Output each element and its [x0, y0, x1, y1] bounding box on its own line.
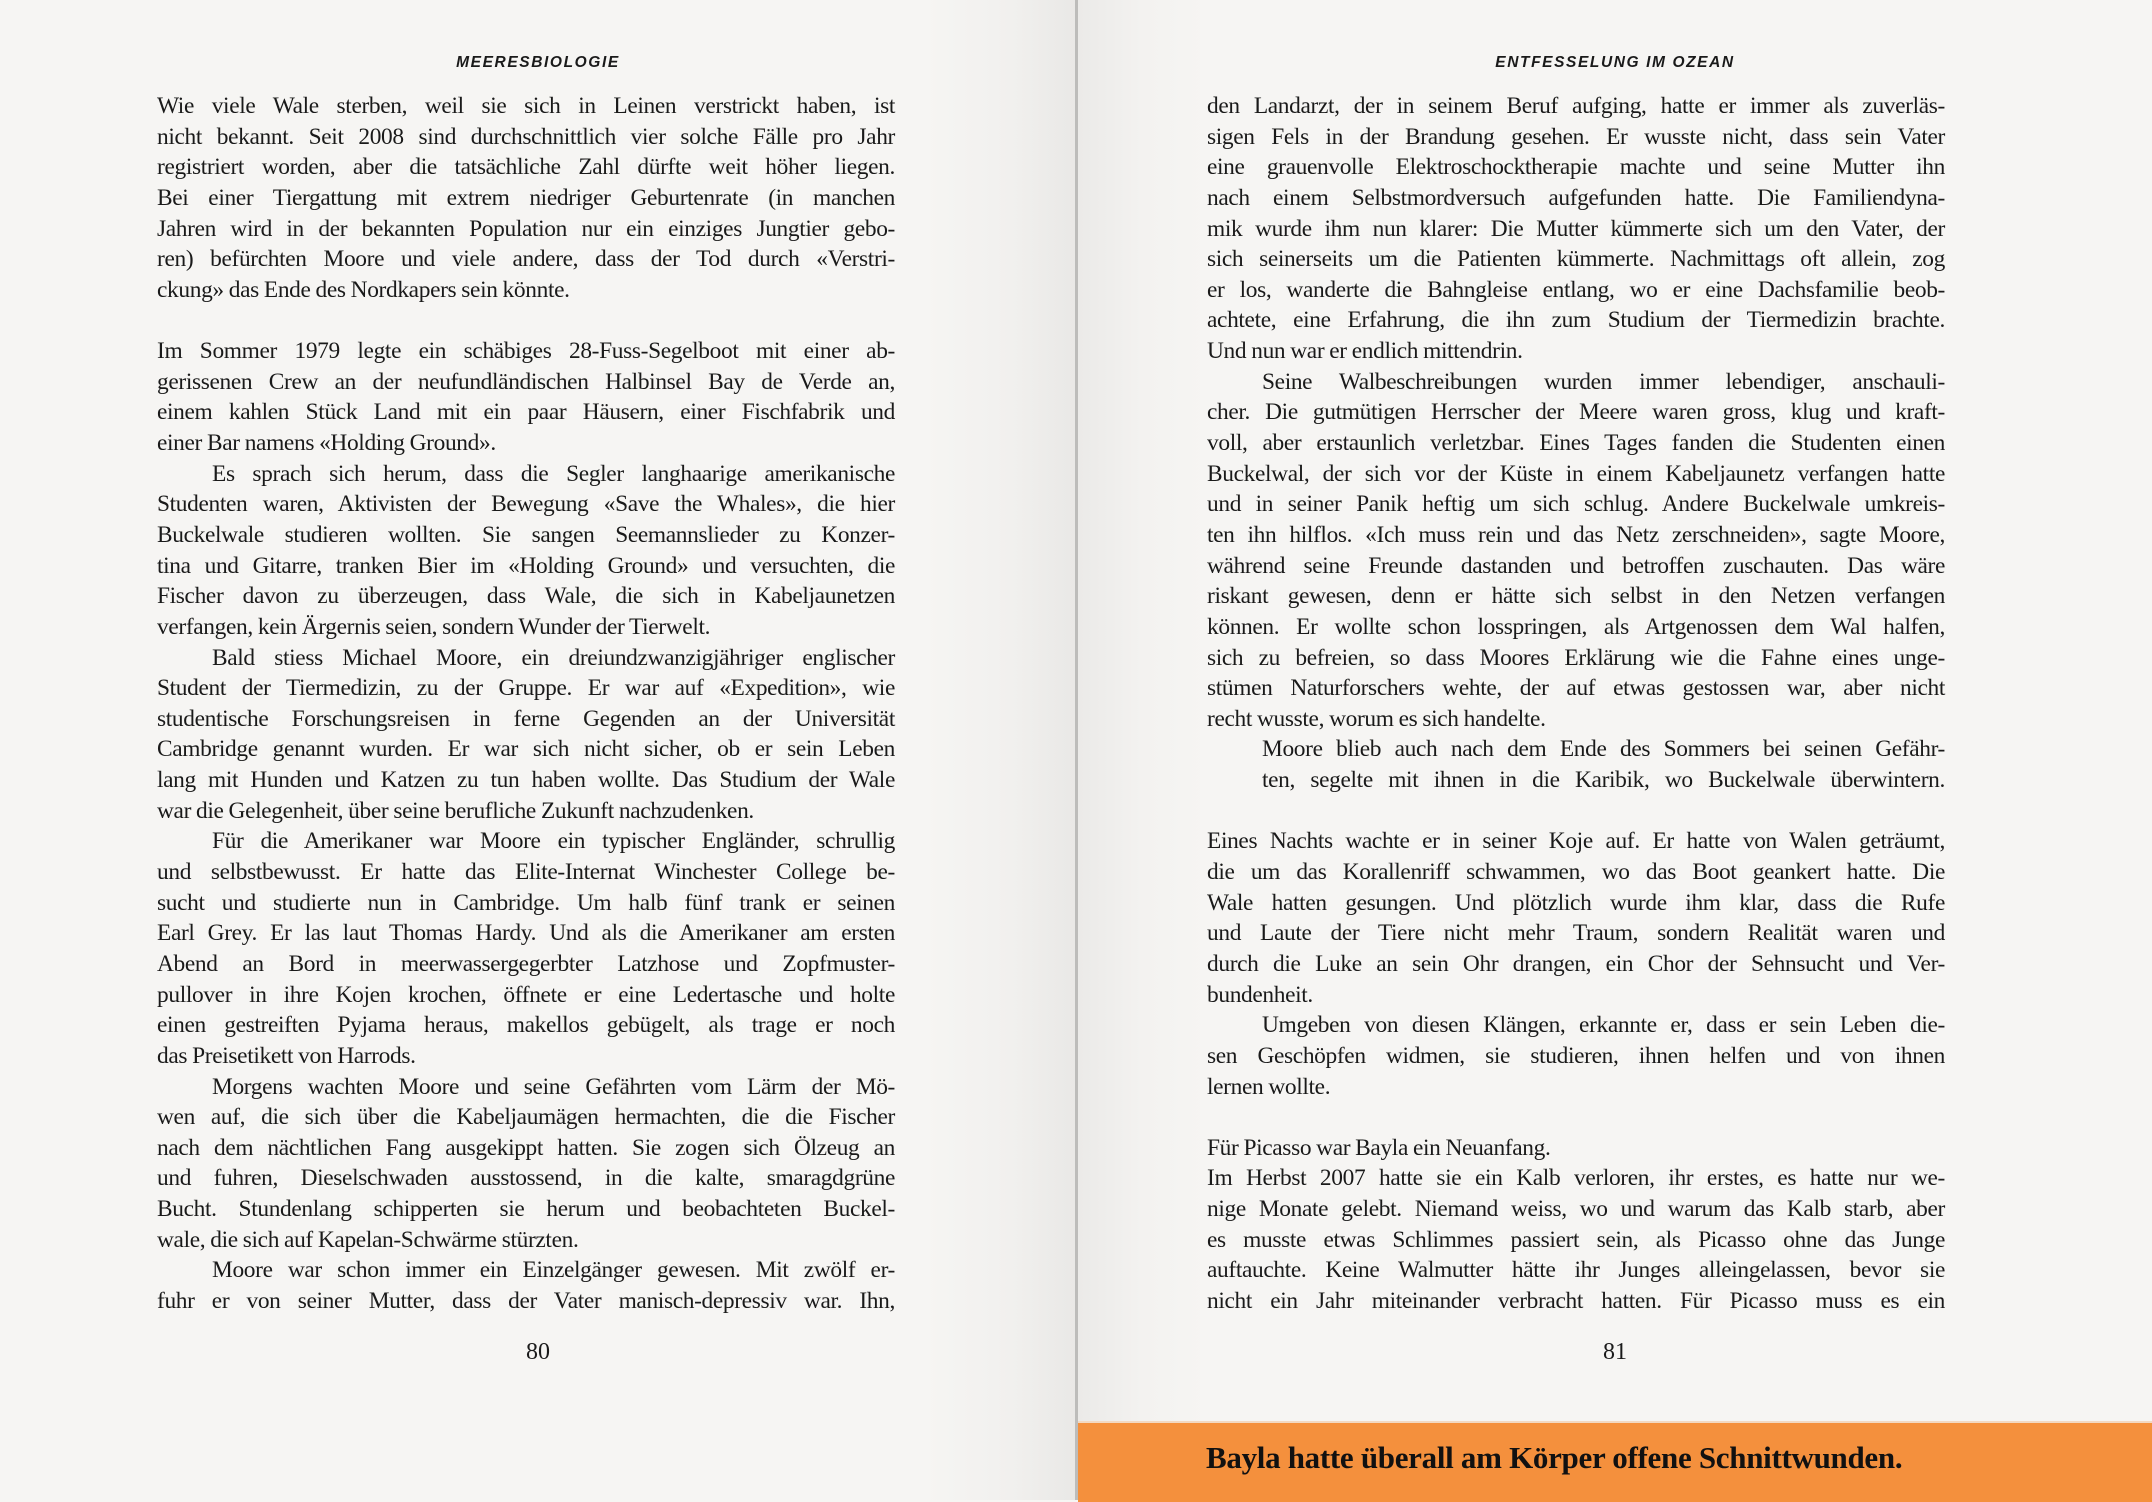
left-body-text	[157, 91, 895, 1317]
pull-quote-banner	[1078, 1421, 2152, 1502]
text-line: es musste etwas Schlimmes passiert sein, als Picasso ohne das Junge	[1207, 1226, 1945, 1253]
text-line: Im Sommer 1979 legte ein schäbiges 28-Fuss-Segelboot mit einer ab-	[157, 338, 895, 365]
text-line: Fischer davon zu überzeugen, dass Wale, die sich in Kabeljaunetzen	[157, 583, 895, 610]
text-line: einem kahlen Stück Land mit ein paar Häusern, einer Fischfabrik und	[157, 399, 895, 426]
text-line: fuhr er von seiner Mutter, dass der Vater manisch-depressiv war. Ihn,	[157, 1287, 895, 1314]
text-line: sen Geschöpfen widmen, sie studieren, ihnen helfen und von ihnen	[1207, 1042, 1945, 1069]
text-line: sucht und studierte nun in Cambridge. Um halb fünf trank er seinen	[157, 889, 895, 916]
text-line: Im Herbst 2007 hatte sie ein Kalb verloren, ihr erstes, es hatte nur we-	[1207, 1165, 1945, 1192]
text-line: Seine Walbeschreibungen wurden immer lebendiger, anschauli-	[1262, 368, 1945, 395]
text-line: Wale hatten gesungen. Und plötzlich wurde ihm klar, dass die Rufe	[1207, 889, 1945, 916]
text-line: einen gestreiften Pyjama heraus, makellos gebügelt, als trage er noch	[157, 1012, 895, 1039]
text-line: tina und Gitarre, tranken Bier im «Holding Ground» und versuchten, die	[157, 552, 895, 579]
text-line: nicht bekannt. Seit 2008 sind durchschnittlich vier solche Fälle pro Jahr	[157, 123, 895, 150]
text-line: riskant gewesen, denn er hätte sich selbst in den Netzen verfangen	[1207, 583, 1945, 610]
pull-quote-text: Bayla hatte überall am Körper offene Schnittwunden.	[1206, 1440, 1903, 1475]
right-body-text	[1207, 91, 1945, 1317]
text-line: bundenheit.	[1207, 981, 1313, 1008]
text-line: studentische Forschungsreisen in ferne Gegenden an der Universität	[157, 705, 895, 732]
paragraph-gap	[1207, 796, 1945, 827]
text-line: eine grauenvolle Elektroschocktherapie machte und seine Mutter ihn	[1207, 154, 1945, 181]
text-line: nach einem Selbstmordversuch aufgefunden hatte. Die Familiendyna-	[1207, 184, 1945, 211]
text-line: und in seiner Panik heftig um sich schlug. Andere Buckelwale umkreis-	[1207, 491, 1945, 518]
text-line: nicht ein Jahr miteinander verbracht hatten. Für Picasso muss es ein	[1207, 1287, 1945, 1314]
left-page	[0, 0, 1076, 1500]
page-number-left: 80	[526, 1339, 550, 1365]
text-line: pullover in ihre Kojen krochen, öffnete er eine Ledertasche und holte	[157, 981, 895, 1008]
text-line: Student der Tiermedizin, zu der Gruppe. Er war auf «Expedition», wie	[157, 675, 895, 702]
text-line: Bald stiess Michael Moore, ein dreiundzwanzigjähriger englischer	[212, 644, 895, 671]
text-line: Morgens wachten Moore und seine Gefährten vom Lärm der Mö-	[212, 1073, 895, 1100]
text-line: ten ihn hilflos. «Ich muss rein und das Netz zerschneiden», sagte Moore,	[1207, 521, 1945, 548]
running-head-right: ENTFESSELUNG IM OZEAN	[1495, 54, 1735, 71]
text-line: Bei einer Tiergattung mit extrem niedriger Geburtenrate (in manchen	[157, 184, 895, 211]
text-line: registriert worden, aber die tatsächliche Zahl dürfte weit höher liegen.	[157, 154, 895, 181]
text-line: Jahren wird in der bekannten Population nur ein einziges Jungtier gebo-	[157, 215, 895, 242]
right-page	[1078, 0, 2152, 1500]
text-line: war die Gelegenheit, über seine berufliche Zukunft nachzudenken.	[157, 797, 754, 824]
text-line: voll, aber erstaunlich verletzbar. Eines Tages fanden die Studenten einen	[1207, 430, 1945, 457]
text-line: durch die Luke an sein Ohr drangen, ein Chor der Sehnsucht und Ver-	[1207, 950, 1945, 977]
running-head-left: MEERESBIOLOGIE	[456, 54, 620, 71]
text-line: nach dem nächtlichen Fang ausgekippt hatten. Sie zogen sich Ölzeug an	[157, 1134, 895, 1161]
text-line: er los, wanderte die Bahngleise entlang, wo er eine Dachsfamilie beob-	[1207, 276, 1945, 303]
text-line: können. Er wollte schon losspringen, als Artgenossen dem Wal halfen,	[1207, 613, 1945, 640]
paragraph-gap	[1207, 1102, 1945, 1133]
text-line: Und nun war er endlich mittendrin.	[1207, 338, 1523, 365]
text-line: Umgeben von diesen Klängen, erkannte er, dass er sein Leben die-	[1262, 1012, 1945, 1039]
text-line: Buckelwal, der sich vor der Küste in einem Kabeljaunetz verfangen hatte	[1207, 460, 1945, 487]
text-line: den Landarzt, der in seinem Beruf aufging, hatte er immer als zuverläs-	[1207, 93, 1945, 119]
text-line: einer Bar namens «Holding Ground».	[157, 430, 496, 457]
text-line: recht wusste, worum es sich handelte.	[1207, 705, 1546, 732]
text-line: Cambridge genannt wurden. Er war sich nicht sicher, ob er sein Leben	[157, 736, 895, 763]
text-line: Moore blieb auch nach dem Ende des Sommers bei seinen Gefähr-	[1262, 736, 1945, 763]
page-number-right: 81	[1603, 1339, 1627, 1365]
text-line: nige Monate gelebt. Niemand weiss, wo und warum das Kalb starb, aber	[1207, 1196, 1945, 1223]
text-line: sigen Fels in der Brandung gesehen. Er wusste nicht, dass sein Vater	[1207, 123, 1945, 150]
text-line: und Laute der Tiere nicht mehr Traum, sondern Realität waren und	[1207, 920, 1945, 947]
text-line: cher. Die gutmütigen Herrscher der Meere waren gross, klug und kraft-	[1207, 399, 1945, 426]
text-line: Buckelwale studieren wollten. Sie sangen Seemannslieder zu Konzer-	[157, 521, 895, 548]
text-line: sich seinerseits um die Patienten kümmerte. Nachmittags oft allein, zog	[1207, 246, 1945, 273]
text-line: Earl Grey. Er las laut Thomas Hardy. Und als die Amerikaner am ersten	[157, 920, 895, 947]
text-line: gerissenen Crew an der neufundländischen Halbinsel Bay de Verde an,	[157, 368, 895, 395]
text-line: stümen Naturforschers wehte, der auf etwas gestossen war, aber nicht	[1207, 675, 1945, 702]
text-line: Abend an Bord in meerwassergegerbter Latzhose und Zopfmuster-	[157, 950, 895, 977]
text-line: achtete, eine Erfahrung, die ihn zum Studium der Tiermedizin brachte.	[1207, 307, 1945, 334]
text-line: lang mit Hunden und Katzen zu tun haben wollte. Das Studium der Wale	[157, 767, 895, 794]
text-line: Für Picasso war Bayla ein Neuanfang.	[1207, 1134, 1551, 1161]
text-line: das Preisetikett von Harrods.	[157, 1042, 416, 1069]
text-line: Für die Amerikaner war Moore ein typischer Engländer, schrullig	[212, 828, 895, 855]
text-line: ckung» das Ende des Nordkapers sein könnte.	[157, 276, 570, 303]
text-line: Bucht. Stundenlang schipperten sie herum und beobachteten Buckel-	[157, 1196, 895, 1223]
text-line: verfangen, kein Ärgernis seien, sondern Wunder der Tierwelt.	[157, 613, 711, 640]
text-line: während seine Freunde dastanden und betroffen zuschauten. Das wäre	[1207, 552, 1945, 579]
text-line: auftauchte. Keine Walmutter hätte ihr Junges alleingelassen, bevor sie	[1207, 1257, 1945, 1284]
text-line: wen auf, die sich über die Kabeljaumägen hermachten, die die Fischer	[157, 1104, 895, 1131]
paragraph-gap	[157, 305, 895, 336]
text-line: wale, die sich auf Kapelan-Schwärme stürzten.	[157, 1226, 579, 1253]
text-line: mik wurde ihm nun klarer: Die Mutter kümmerte sich um den Vater, der	[1207, 215, 1945, 242]
text-line: sich zu befreien, so dass Moores Erklärung wie die Fahne eines unge-	[1207, 644, 1945, 671]
text-line: Es sprach sich herum, dass die Segler langhaarige amerikanische	[212, 460, 895, 487]
text-line: Wie viele Wale sterben, weil sie sich in Leinen verstrickt haben, ist	[157, 93, 895, 119]
text-line: lernen wollte.	[1207, 1073, 1331, 1100]
text-line: die um das Korallenriff schwammen, wo das Boot geankert hatte. Die	[1207, 859, 1945, 886]
text-line: ten, segelte mit ihnen in die Karibik, wo Buckelwale überwintern.	[1262, 767, 1945, 794]
text-line: Moore war schon immer ein Einzelgänger gewesen. Mit zwölf er-	[212, 1257, 895, 1284]
text-line: und selbstbewusst. Er hatte das Elite-Internat Winchester College be-	[157, 859, 895, 886]
text-line: und fuhren, Dieselschwaden ausstossend, in die kalte, smaragdgrüne	[157, 1165, 895, 1192]
text-line: ren) befürchten Moore und viele andere, dass der Tod durch «Verstri-	[157, 246, 895, 273]
text-line: Studenten waren, Aktivisten der Bewegung «Save the Whales», die hier	[157, 491, 895, 518]
text-line: Eines Nachts wachte er in seiner Koje auf. Er hatte von Walen geträumt,	[1207, 828, 1945, 855]
